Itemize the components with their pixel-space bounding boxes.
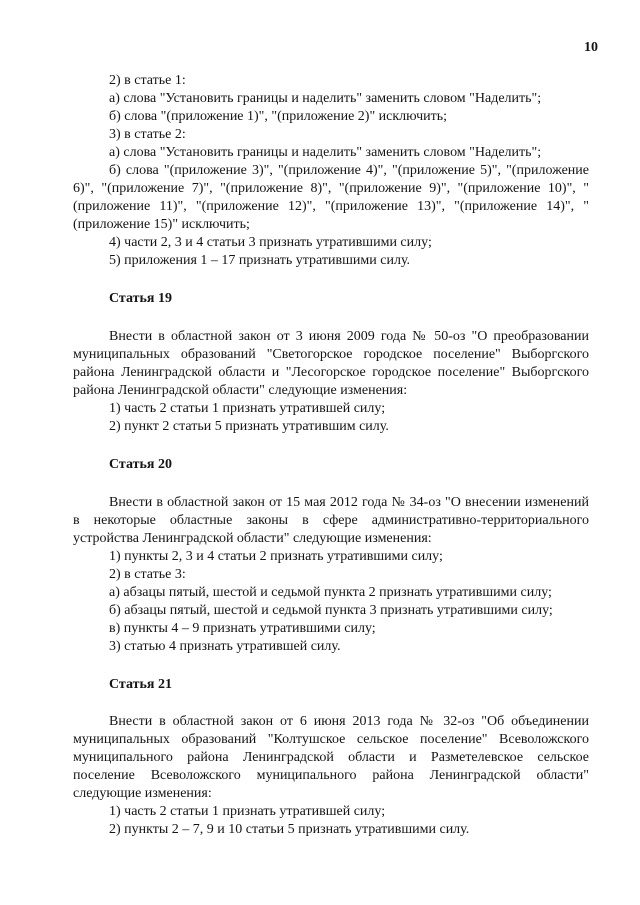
list-item: 2) в статье 1:	[109, 73, 186, 88]
article-intro: Внести в областной закон от 15 мая 2012 года № 34-оз "О внесении изменений в некоторые областные законы в сфере административно-территориального устройства Ленинградской области" следующие изменения:	[73, 495, 589, 546]
list-item: 2) пункт 2 статьи 5 признать утратившим силу.	[109, 419, 389, 434]
list-item: 3) статью 4 признать утратившей силу.	[109, 639, 341, 654]
list-item: а) абзацы пятый, шестой и седьмой пункта 2 признать утратившими силу;	[109, 585, 552, 600]
list-item: а) слова "Установить границы и наделить" заменить словом "Наделить";	[109, 91, 542, 106]
list-item: б) абзацы пятый, шестой и седьмой пункта 3 признать утратившими силу;	[109, 603, 553, 618]
list-item: 3) в статье 2:	[109, 127, 186, 142]
list-item: 5) приложения 1 – 17 признать утратившими силу.	[109, 253, 411, 268]
list-item: б) слова "(приложение 1)", "(приложение 2)" исключить;	[109, 109, 448, 124]
list-item-paragraph: б) слова "(приложение 3)", "(приложение 4)", "(приложение 5)", "(приложение 6)", "(приложение 7)", "(приложение 8)", "(приложение 9)", "(приложение 10)", "(приложение 11)", "(приложение 12)", "(приложение 13)", "(приложение 14)", "(приложение 15)" исключить;	[73, 163, 589, 232]
list-item: 1) часть 2 статьи 1 признать утратившей силу;	[109, 401, 386, 416]
list-item: в) пункты 4 – 9 признать утратившими силу;	[109, 621, 376, 636]
list-item: 2) пункты 2 – 7, 9 и 10 статьи 5 признать утратившими силу.	[109, 822, 470, 837]
list-item: 1) пункты 2, 3 и 4 статьи 2 признать утратившими силу;	[109, 549, 443, 564]
article-heading: Статья 19	[109, 291, 172, 306]
page-number: 10	[584, 40, 598, 55]
article-intro: Внести в областной закон от 6 июня 2013 года № 32-оз "Об объединении муниципальных образований "Колтушское сельское поселение" Всеволожского муниципального района Ленинградской области и Разметелевское сельское поселение Всеволожского муниципального района Ленинградской области" следующие изменения:	[73, 714, 589, 801]
list-item: 1) часть 2 статьи 1 признать утратившей силу;	[109, 804, 386, 819]
list-item: 2) в статье 3:	[109, 567, 186, 582]
document-body	[73, 72, 589, 839]
list-item: 4) части 2, 3 и 4 статьи 3 признать утратившими силу;	[109, 235, 432, 250]
article-intro: Внести в областной закон от 3 июня 2009 года № 50-оз "О преобразовании муниципальных образований "Светогорское городское поселение" Выборгского района Ленинградской области и "Лесогорское городское поселение" Выборгского района Ленинградской области" следующие изменения:	[73, 329, 589, 398]
list-item: а) слова "Установить границы и наделить" заменить словом "Наделить";	[109, 145, 542, 160]
article-heading: Статья 20	[109, 457, 172, 472]
article-heading: Статья 21	[109, 677, 172, 692]
